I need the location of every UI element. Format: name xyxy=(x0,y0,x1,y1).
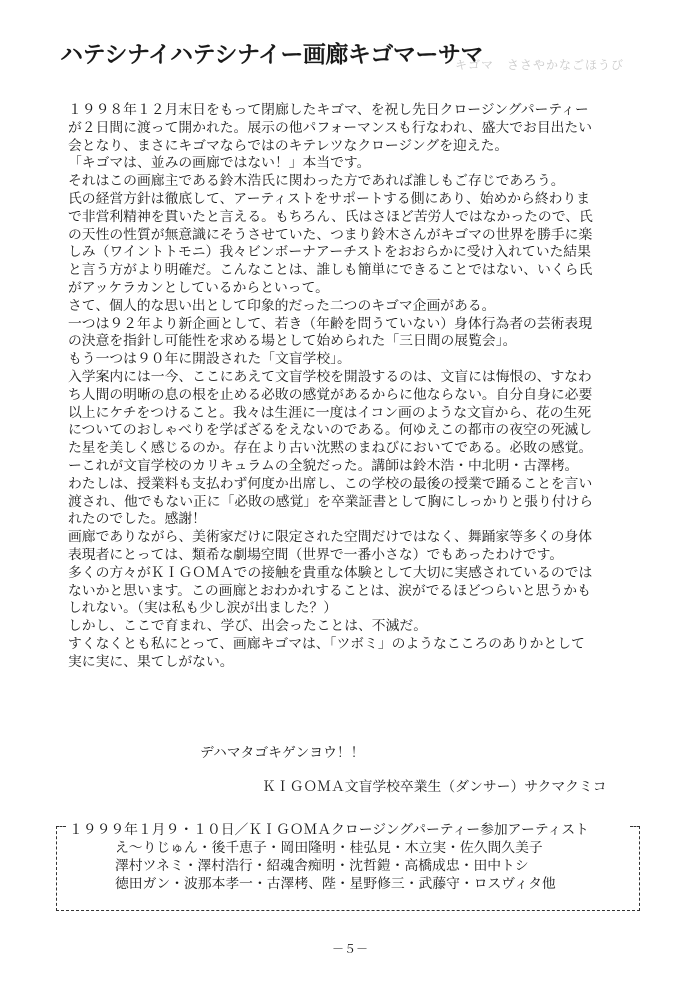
body-line: 多くの方々がＫＩＧＯＭＡでの接触を貴重な体験として大切に実感されているのでは xyxy=(68,564,593,581)
box-border-left-corner xyxy=(56,826,66,827)
body-line: ち人間の明晰の息の根を止める必敗の感覚があるからに他ならない。自分自身に必要 xyxy=(68,386,593,403)
body-line: さて、個人的な思い出として印象的だった二つのキゴマ企画がある。 xyxy=(68,297,496,314)
body-line: た星を美しく感じるのか。存在より古い沈黙のまねびにおいてである。必敗の感覚。 xyxy=(68,440,593,457)
artists-line: 徳田ガン・波那本孝一・古澤栲、陛・星野修三・武藤守・ロスヴィタ他 xyxy=(115,875,556,892)
bleed-through-text: キゴマ ささやかなごほうび xyxy=(455,58,625,72)
body-line: しかし、ここで育まれ、学び、出会ったことは、不滅だ。 xyxy=(68,618,427,635)
body-line: 表現者にとっては、類希な劇場空間（世界で一番小さな）でもあったわけです。 xyxy=(68,546,564,563)
artists-box xyxy=(56,822,640,911)
body-line: 「キゴマは、並みの画廊ではない！」本当です。 xyxy=(68,155,371,172)
body-line: もう一つは９０年に開設された「文盲学校」。 xyxy=(68,351,351,368)
body-line: 実に実に、果てしがない。 xyxy=(68,653,234,670)
body-line: ないかと思います。この画廊とおわかれすることは、涙がでるほどつらいと思うかも xyxy=(68,582,591,599)
body-line: 渡され、他でもない正に「必敗の感覚」を卒業証書として胸にしっかりと張り付けら xyxy=(68,493,594,510)
body-line: がアッケラカンとしているからといって。 xyxy=(68,279,329,296)
body-line: それはこの画廊主である鈴木浩氏に関わった方であれば誰しもご存じであろう。 xyxy=(68,173,565,190)
closing-line: デハマタゴキゲンヨウ！！ xyxy=(200,745,365,761)
body-line: 入学案内には一今、ここにあえて文盲学校を開設するのは、文盲には悔恨の、すなわ xyxy=(68,368,592,385)
body-line: 以上にケチをつけること。我々は生涯に一度はイコン画のような文盲から、花の生死 xyxy=(68,404,592,421)
page-number: －５－ xyxy=(331,942,368,956)
body-line: が２日間に渡って開かれた。展示の他パフォーマンスも行なわれ、盛大でお目出たい xyxy=(68,119,593,136)
body-line: 一つは９２年より新企画として、若き（年齢を問うていない）身体行為者の芸術表現 xyxy=(68,315,593,332)
body-line: 会となり、まさにキゴマならではのキテレツなクロージングを迎えた。 xyxy=(68,137,509,154)
body-line: １９９８年１２月末日をもって閉廊したキゴマ、を祝し先日クロージングパーティー xyxy=(68,102,589,118)
body-line: れたのでした。感謝！ xyxy=(68,511,206,528)
body-line: の決意を指針し可能性を求める場として始められた「三日間の展覧会」。 xyxy=(68,333,517,350)
body-line: しみ（ワイントトモニ）我々ビンボーナアーチストをおおらかに受け入れていた結果 xyxy=(68,244,591,261)
body-line: しれない。（実は私も少し涙が出ました？） xyxy=(68,600,338,617)
body-line: すくなくとも私にとって、画廊キゴマは、「ツボミ」のようなこころのありかとして xyxy=(68,635,585,652)
body-line: の天性の性質が無意識にそうさせていた、つまり鈴木さんがキゴマの世界を勝手に楽 xyxy=(68,226,593,243)
body-line: わたしは、授業料も支払わず何度か出席し、この学校の最後の授業で踊ることを言い xyxy=(68,475,593,492)
artists-list xyxy=(115,840,556,893)
author-signature: ＫＩＧＯＭＡ文盲学校卒業生（ダンサー）サクマクミコ xyxy=(262,779,607,795)
box-border-right-corner xyxy=(630,826,640,827)
artists-heading: １９９９年１月９・１０日／ＫＩＧＯＭＡクロージングパーティー参加アーティスト xyxy=(67,818,591,838)
article-body xyxy=(68,102,648,672)
body-line: と言う方がより明確だ。こんなことは、誰しも簡単にできることではない、いくら氏 xyxy=(68,262,593,279)
body-line: ーこれが文盲学校のカリキュラムの全貌だった。講師は鈴木浩・中北明・古澤栲。 xyxy=(68,457,579,474)
artists-line: 澤村ツネミ・澤村浩行・紹魂舎痴明・沈哲鎧・高橋成忠・田中トシ xyxy=(115,857,529,874)
body-line: で非営利精神を貫いたと言える。もちろん、氏はさほど苦労人ではなかったので、氏 xyxy=(68,208,593,225)
body-line: 氏の経営方針は徹底して、アーティストをサポートする側にあり、始めから終わりま xyxy=(68,190,591,207)
body-line: 画廊でありながら、美術家だけに限定された空間だけではなく、舞踊家等多くの身体 xyxy=(68,529,593,546)
body-line: についてのおしゃべりを学ばざるをえないのである。何ゆえこの都市の夜空の死滅し xyxy=(68,422,593,439)
page-title: ハテシナイハテシナイー画廊キゴマーサマ xyxy=(60,42,483,68)
artists-line: え〜りじゅん・後千恵子・岡田隆明・桂弘見・木立実・佐久間久美子 xyxy=(115,840,543,856)
